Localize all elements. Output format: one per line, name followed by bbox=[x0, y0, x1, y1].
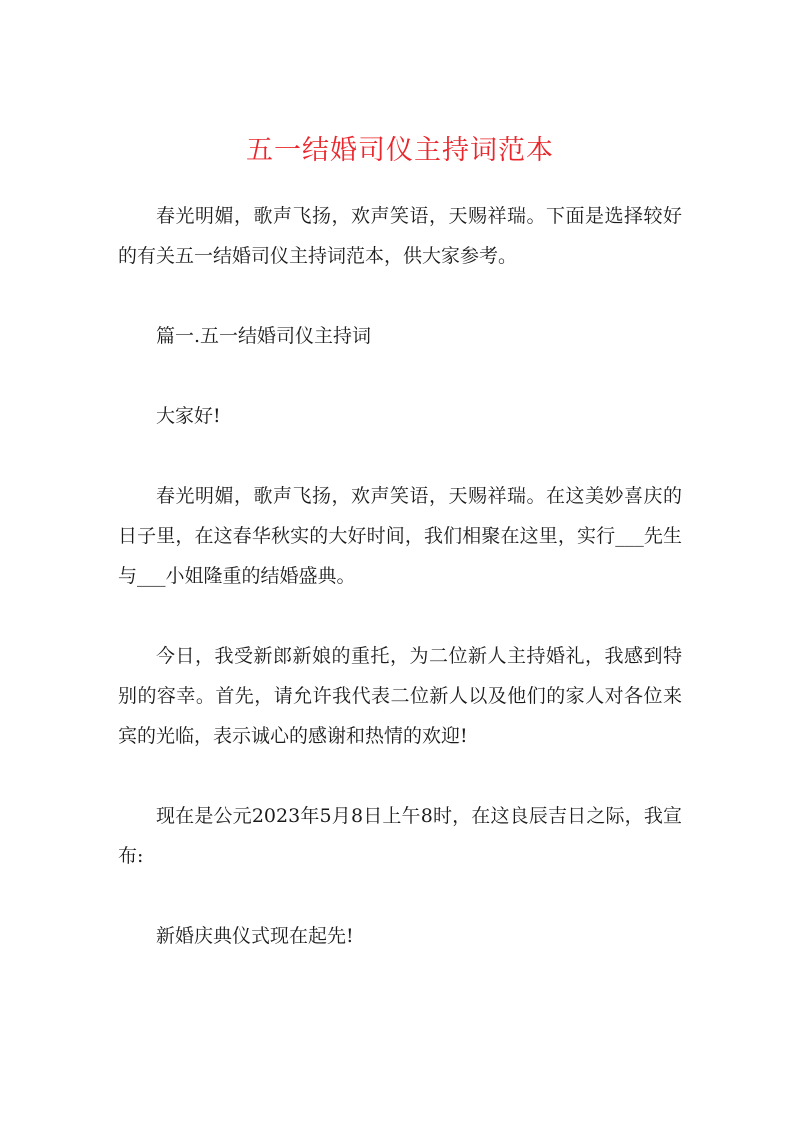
announcement-paragraph: 现在是公元2023年5月8日上午8时，在这良辰吉日之际，我宣布: bbox=[118, 805, 682, 867]
ceremony-start-paragraph: 新婚庆典仪式现在起先! bbox=[156, 925, 354, 947]
document-body bbox=[118, 196, 682, 996]
opening-paragraph: 春光明媚，歌声飞扬，欢声笑语，天赐祥瑞。在这美妙喜庆的日子里，在这春华秋实的大好时间，我们相聚在这里，实行___先生与___小姐隆重的结婚盛典。 bbox=[118, 485, 682, 587]
intro-paragraph: 春光明媚，歌声飞扬，欢声笑语，天赐祥瑞。下面是选择较好的有关五一结婚司仪主持词范本，供大家参考。 bbox=[118, 205, 682, 267]
welcome-paragraph: 今日，我受新郎新娘的重托，为二位新人主持婚礼，我感到特别的容幸。首先，请允许我代表二位新人以及他们的家人对各位来宾的光临，表示诚心的感谢和热情的欢迎! bbox=[118, 645, 682, 747]
document-title: 五一结婚司仪主持词范本 bbox=[246, 135, 554, 166]
greeting-paragraph: 大家好! bbox=[156, 405, 221, 427]
section-heading: 篇一.五一结婚司仪主持词 bbox=[156, 325, 372, 347]
